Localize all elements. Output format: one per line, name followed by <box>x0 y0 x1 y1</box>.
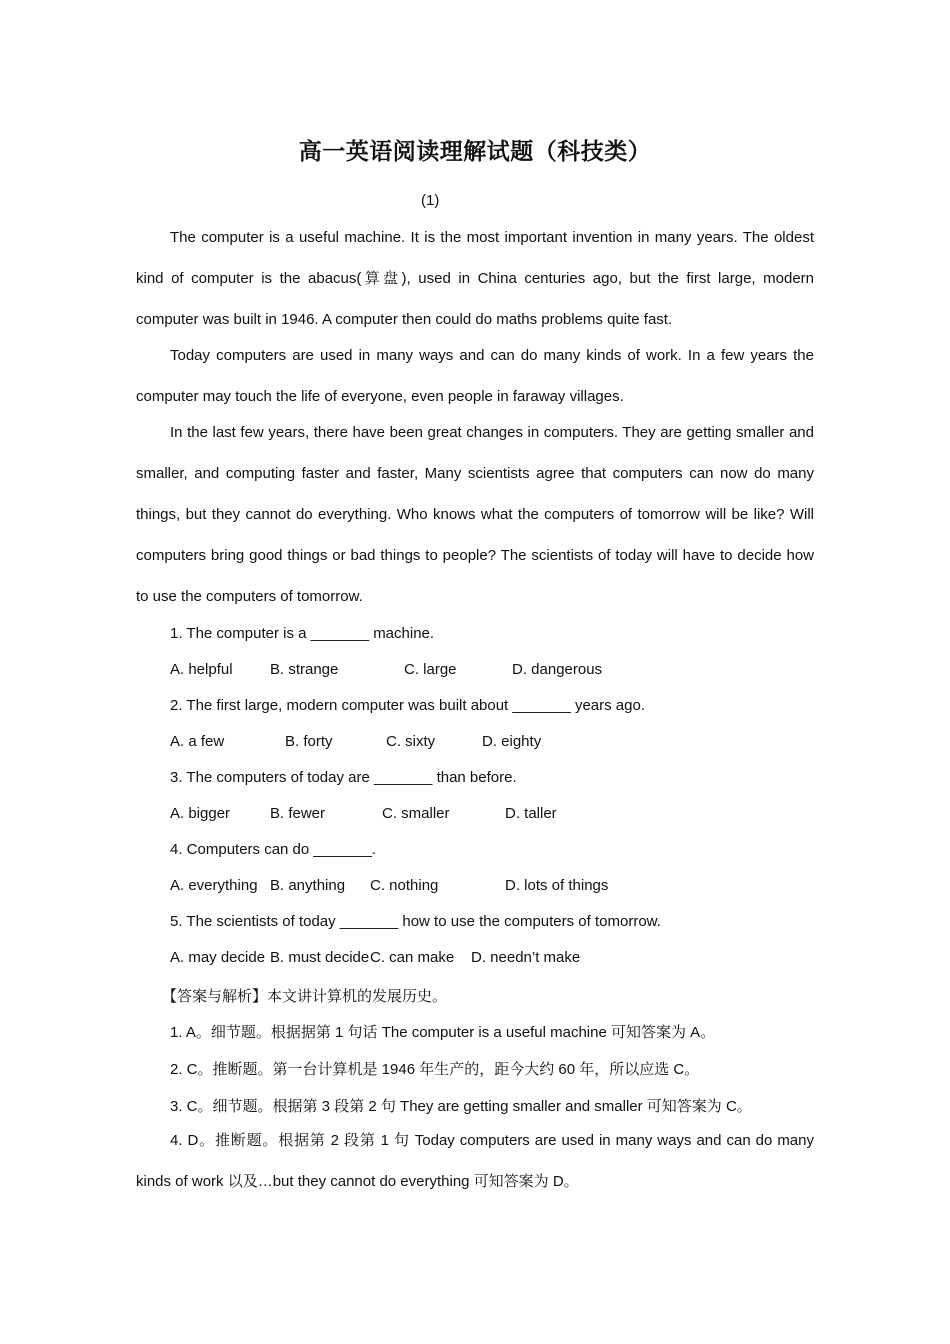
answer-2: 2. C。推断题。第一台计算机是 1946 年生产的，距今大约 60 年，所以应选 C。 <box>170 1061 700 1078</box>
section-label: (1) <box>421 192 440 209</box>
question-2-option-d: D. eighty <box>482 733 542 750</box>
question-4-stem: 4. Computers can do _______. <box>170 841 376 858</box>
question-1-stem: 1. The computer is a _______ machine. <box>170 625 435 642</box>
question-2-option-a: A. a few <box>170 733 225 750</box>
question-4-option-b: B. anything <box>270 877 346 894</box>
question-4-option-a: A. everything <box>170 877 258 894</box>
question-1-option-c: C. large <box>404 661 457 678</box>
passage-paragraph-3 <box>136 412 814 617</box>
answer-1: 1. A。细节题。根据据第 1 句话 The computer is a useful machine 可知答案为 A。 <box>170 1024 716 1041</box>
question-5-option-a: A. may decide <box>170 949 266 966</box>
question-3-option-b: B. fewer <box>270 805 326 822</box>
passage-paragraph-2 <box>136 335 814 417</box>
question-1-option-a: A. helpful <box>170 661 233 678</box>
answer-3: 3. C。细节题。根据第 3 段第 2 句 They are getting smaller and smaller 可知答案为 C。 <box>170 1098 752 1115</box>
question-3-stem: 3. The computers of today are _______ than before. <box>170 769 517 786</box>
question-1-option-d: D. dangerous <box>512 661 603 678</box>
question-3-option-a: A. bigger <box>170 805 231 822</box>
question-5-option-d: D. needn’t make <box>471 949 581 966</box>
question-5-option-c: C. can make <box>370 949 455 966</box>
answer-4-text: 4. D。推断题。根据第 2 段第 1 句 Today computers are used in many ways and can do many kinds of work 以及…but they cannot do everything 可知答案为 D。 <box>136 1132 814 1190</box>
passage-paragraph-3-text: In the last few years, there have been great changes in computers. They are getting smaller and smaller, and computing faster and faster, Many scientists agree that computers can now do many things, but they cannot do everything. Who knows what the computers of tomorrow will be like? Will computers bring good things or bad things to people? The scientists of today will have to decide how to use the computers of tomorrow. <box>136 424 814 605</box>
question-3-option-d: D. taller <box>505 805 557 822</box>
passage-paragraph-1 <box>136 217 814 340</box>
question-4-option-c: C. nothing <box>370 877 439 894</box>
answer-header: 【答案与解析】本文讲计算机的发展历史。 <box>162 987 448 1005</box>
passage-paragraph-1-text: The computer is a useful machine. It is the most important invention in many years. The oldest kind of computer is the abacus(算盘), used in China centuries ago, but the first large, modern computer was built in 1946. A computer then could do maths problems quite fast. <box>136 229 814 328</box>
question-2-option-c: C. sixty <box>386 733 436 750</box>
question-1-option-b: B. strange <box>270 661 339 678</box>
question-5-option-b: B. must decide <box>270 949 370 966</box>
question-2-option-b: B. forty <box>285 733 333 750</box>
question-4-option-d: D. lots of things <box>505 877 609 894</box>
passage-paragraph-2-text: Today computers are used in many ways and can do many kinds of work. In a few years the computer may touch the life of everyone, even people in faraway villages. <box>136 347 814 405</box>
answer-4 <box>136 1120 814 1202</box>
question-3-option-c: C. smaller <box>382 805 450 822</box>
question-5-stem: 5. The scientists of today _______ how to use the computers of tomorrow. <box>170 913 661 930</box>
document-title: 高一英语阅读理解试题（科技类） <box>298 139 652 165</box>
question-2-stem: 2. The first large, modern computer was built about _______ years ago. <box>170 697 645 714</box>
